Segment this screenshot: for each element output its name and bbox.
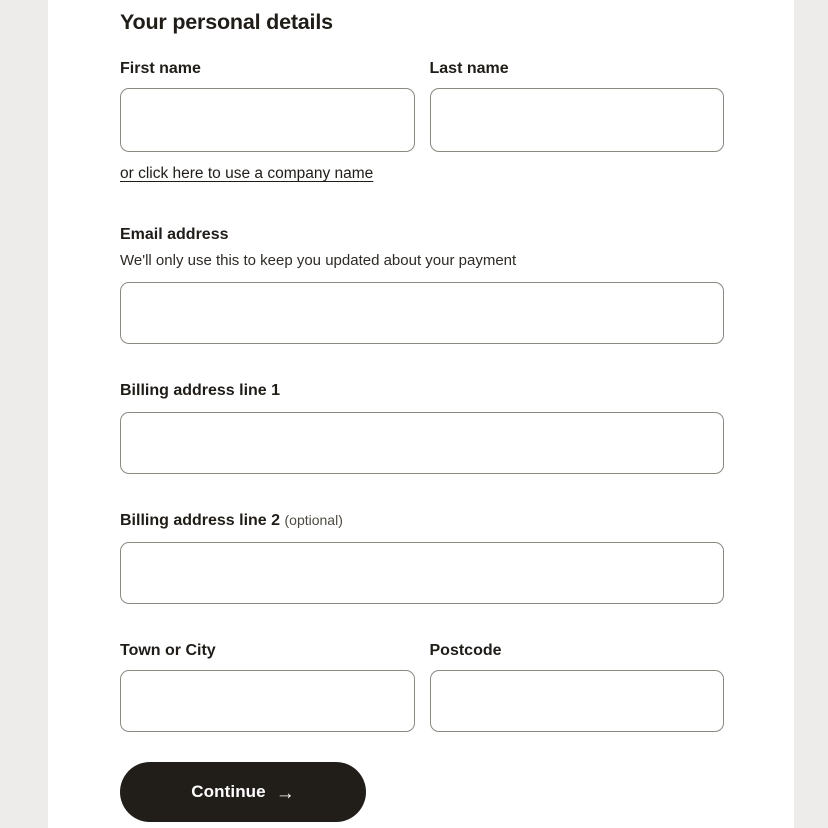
first-name-input[interactable] [120,88,415,152]
last-name-field [430,59,725,152]
billing-address-2-field [120,511,724,604]
arrow-right-icon: → [275,782,295,804]
first-name-field [120,59,415,152]
postcode-input[interactable] [430,670,725,732]
email-helper-text: We'll only use this to keep you updated about your payment [120,252,517,269]
postcode-field [430,641,725,732]
company-name-link[interactable]: or click here to use a company name [120,165,374,182]
town-field [120,641,415,732]
continue-button-label: Continue [191,782,266,801]
email-field [120,225,724,344]
form-card [48,0,794,828]
town-input[interactable] [120,670,415,732]
town-postcode-row [120,641,724,732]
billing-address-1-label: Billing address line 1 [120,382,281,399]
last-name-input[interactable] [430,88,725,152]
billing-address-2-label-text: Billing address line 2 [120,512,281,529]
email-input[interactable] [120,282,724,344]
first-name-label: First name [120,60,201,77]
billing-address-2-label [120,511,724,530]
name-fields-row [120,59,724,152]
email-label: Email address [120,226,229,243]
continue-button[interactable] [120,762,366,822]
billing-address-1-input[interactable] [120,412,724,474]
page-title: Your personal details [120,10,333,34]
billing-address-1-field [120,381,724,474]
form-content [48,0,794,822]
optional-note: (optional) [284,512,343,528]
billing-address-2-input[interactable] [120,542,724,604]
town-label: Town or City [120,642,216,659]
postcode-label: Postcode [429,642,502,659]
last-name-label: Last name [429,60,509,77]
